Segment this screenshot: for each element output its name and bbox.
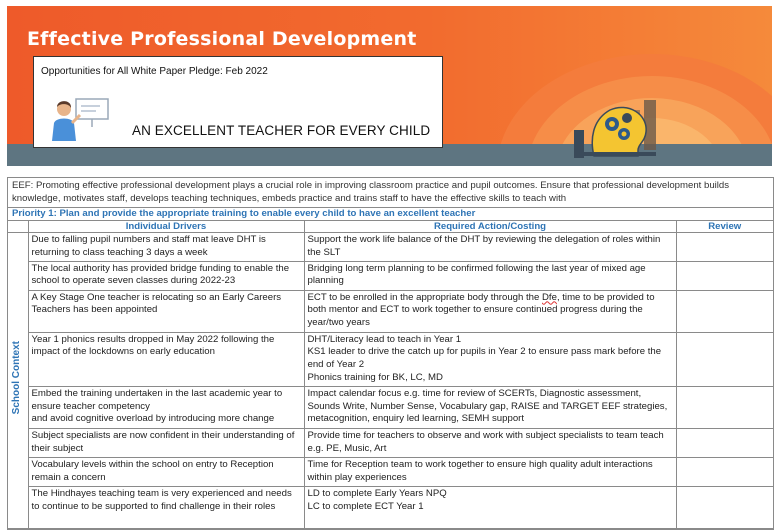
subtitle-box [33,56,443,148]
table-row [8,386,773,428]
table-header-row [8,221,773,233]
action-text: DHT/Literacy lead to teach in Year 1 [307,333,462,345]
driver-text: Year 1 phonics results dropped in May 2022 following the impact of the lockdowns on early education [31,333,275,358]
table-row [8,290,773,332]
school-context-label: School Context [11,341,23,415]
plan-document [7,177,774,530]
drivers-header: Individual Drivers [28,221,304,233]
review-header: Review [676,221,773,233]
subtitle-text: Opportunities for All White Paper Pledge: Feb 2022 [41,66,268,77]
action-cell [304,428,676,457]
driver-text: The Hindhayes teaching team is very experienced and needs to continue to be supported to find challenge in their roles [31,487,292,512]
driver-text: A Key Stage One teacher is relocating so an Early Careers Teachers has been appointed [31,291,282,316]
teacher-presenting-icon [48,97,112,141]
action-text: Bridging long term planning to be confirmed following the last year of mixed age planning [307,262,646,287]
dfe-word: Dfe [542,291,557,303]
review-cell[interactable] [676,457,773,486]
review-cell[interactable] [676,332,773,386]
header-banner [7,6,772,166]
action-text: LD to complete Early Years NPQ [307,487,447,499]
eef-intro-text: EEF: Promoting effective professional development plays a crucial role in improving classroom practice and pupil outcomes. Ensure that professional development builds knowledge, motivates staff, develops teaching techniques, embeds practice and trains staff to have the effective skills to teach with [8,178,773,208]
action-text: LC to complete ECT Year 1 [307,500,424,512]
table-row [8,233,773,262]
driver-cell [28,428,304,457]
driver-cell [28,261,304,290]
driver-cell [28,457,304,486]
driver-text: Subject specialists are now confident in their understanding of their subject [31,429,295,454]
side-header-cell [8,221,28,233]
action-text: Support the work life balance of the DHT by reviewing the delegation of roles within the SLT [307,234,661,258]
action-text: Provide time for teachers to observe and work with subject specialists to team teach e.g. PE, Music, Art [307,429,664,454]
actions-header: Required Action/Costing [304,221,676,233]
table-row [8,261,773,290]
action-cell: ECT to be enrolled in the appropriate body through the Dfe, time to be provided to both mentor and ECT to work together to ensure continued progress during the year/two years [304,290,676,332]
review-cell[interactable] [676,486,773,528]
action-cell [304,486,676,528]
driver-text: The local authority has provided bridge funding to enable the school to operate seven classes during 2022-23 [31,262,290,287]
action-cell [304,386,676,428]
driver-cell [28,290,304,332]
table-row [8,486,773,528]
review-cell[interactable] [676,290,773,332]
driver-text: Due to falling pupil numbers and staff mat leave DHT is returning to class teaching 3 days a week [31,234,266,258]
review-cell[interactable] [676,386,773,428]
action-cell [304,233,676,262]
action-text: Time for Reception team to work together to ensure high quality adult interactions within play experiences [307,458,653,483]
review-cell[interactable] [676,428,773,457]
action-text: KS1 leader to drive the catch up for pupils in Year 2 to ensure pass mark before the end of Year 2 [307,346,662,371]
school-context-table [8,221,773,529]
driver-cell [28,486,304,528]
action-cell [304,261,676,290]
action-text: Impact calendar focus e.g. time for review of SCERTs, Diagnostic assessment, Sounds Write, Number Sense, Vocabulary gap, RAISE and TARGET EEF strategies, metacognition, enquiry led learning, SEMH support [307,387,668,425]
priority-heading: Priority 1: Plan and provide the appropriate training to enable every child to have an excellent teacher [8,208,773,221]
driver-text: Embed the training undertaken in the last academic year to ensure teacher competency [31,387,283,412]
driver-cell [28,233,304,262]
review-cell[interactable] [676,233,773,262]
side-label-cell [8,233,28,529]
slogan: AN EXCELLENT TEACHER FOR EVERY CHILD [132,123,431,138]
action-text: Phonics training for BK, LC, MD [307,371,443,383]
driver-text: and avoid cognitive overload by introducing more change [31,413,275,425]
banner-title: Effective Professional Development [27,28,417,50]
action-cell [304,332,676,386]
review-cell[interactable] [676,261,773,290]
action-cell [304,457,676,486]
table-row [8,428,773,457]
head-gears-icon [572,90,662,160]
driver-cell [28,386,304,428]
driver-cell [28,332,304,386]
table-row [8,332,773,386]
driver-text: Vocabulary levels within the school on entry to Reception remain a concern [31,458,274,483]
table-row [8,457,773,486]
